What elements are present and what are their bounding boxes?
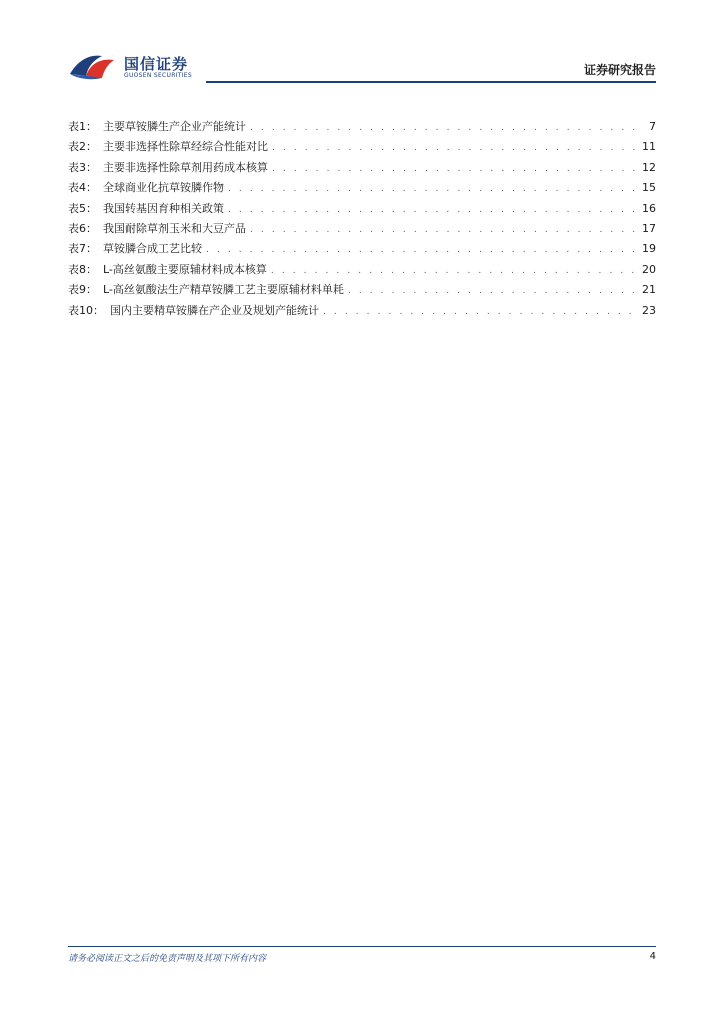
toc-item-label: 表4：: [68, 181, 97, 195]
toc-item-page: 23: [642, 303, 656, 317]
toc-item-title: 主要非选择性除草剂用药成本核算: [103, 160, 268, 174]
toc-item-title: 我国转基因育种相关政策: [103, 201, 224, 215]
toc-item[interactable]: [68, 138, 656, 158]
toc-leader-dots: [272, 143, 638, 153]
toc-item-page: 12: [642, 160, 656, 174]
toc-item-page: 17: [642, 221, 656, 235]
toc-item-label: 表9：: [68, 283, 97, 297]
toc-item-title: 主要草铵膦生产企业产能统计: [103, 120, 246, 133]
page-number: 4: [649, 951, 656, 962]
toc-item-title: 草铵膦合成工艺比较: [103, 242, 202, 256]
toc-item-title: L-高丝氨酸法生产精草铵膦工艺主要原辅材料单耗: [103, 283, 344, 297]
toc-item[interactable]: [68, 179, 656, 199]
toc-item-label: 表3：: [68, 160, 97, 174]
toc-item-page: 19: [642, 242, 656, 256]
guosen-logo: [68, 50, 208, 82]
toc-leader-dots: [348, 286, 638, 296]
toc-item-label: 表2：: [68, 140, 97, 154]
toc-item-label: 表6：: [68, 221, 97, 235]
toc-leader-dots: [323, 307, 638, 317]
toc-item-page: 20: [642, 262, 656, 276]
footer-divider: [68, 946, 656, 947]
toc-item[interactable]: [68, 281, 656, 301]
toc-item-label: 表7：: [68, 242, 97, 256]
toc-leader-dots: [228, 205, 638, 215]
toc-item-page: 16: [642, 201, 656, 215]
toc-leader-dots: [250, 123, 638, 133]
page-footer: [68, 946, 656, 966]
toc-leader-dots: [206, 245, 638, 255]
toc-item-page: 15: [642, 181, 656, 195]
toc-item-title: 我国耐除草剂玉米和大豆产品: [103, 221, 246, 235]
toc-leader-dots: [250, 225, 638, 235]
toc-item[interactable]: [68, 302, 656, 322]
toc-item-title: 主要非选择性除草经综合性能对比: [103, 140, 268, 154]
toc-leader-dots: [271, 266, 638, 276]
toc-item-title: 全球商业化抗草铵膦作物: [103, 181, 224, 195]
toc-item[interactable]: [68, 261, 656, 281]
toc-item-label: 表5：: [68, 201, 97, 215]
logo-english-name: GUOSEN SECURITIES: [124, 72, 193, 79]
header-divider: [206, 81, 656, 83]
toc-item-page: 7: [649, 120, 656, 133]
toc-item[interactable]: [68, 240, 656, 260]
disclaimer-note: 请务必阅读正文之后的免责声明及其项下所有内容: [68, 954, 267, 964]
toc-item-page: 21: [642, 283, 656, 297]
toc-item-page: 11: [642, 140, 656, 154]
toc-item-label: 表10：: [68, 303, 104, 317]
toc-item-title: 国内主要精草铵膦在产企业及规划产能统计: [110, 303, 319, 317]
logo-chinese-name: 国信证券: [124, 55, 189, 73]
toc-leader-dots: [272, 164, 638, 174]
toc-leader-dots: [228, 184, 638, 194]
guosen-logo-icon: [68, 52, 122, 82]
table-list-of-contents: [68, 118, 656, 322]
toc-item-label: 表1：: [68, 120, 97, 133]
toc-item[interactable]: [68, 159, 656, 179]
report-type-label: 证券研究报告: [583, 63, 656, 77]
page-header: [68, 50, 656, 84]
toc-item-label: 表8：: [68, 262, 97, 276]
toc-item[interactable]: [68, 220, 656, 240]
toc-item-title: L-高丝氨酸主要原辅材料成本核算: [103, 262, 267, 276]
toc-item[interactable]: [68, 118, 656, 138]
toc-item[interactable]: [68, 200, 656, 220]
